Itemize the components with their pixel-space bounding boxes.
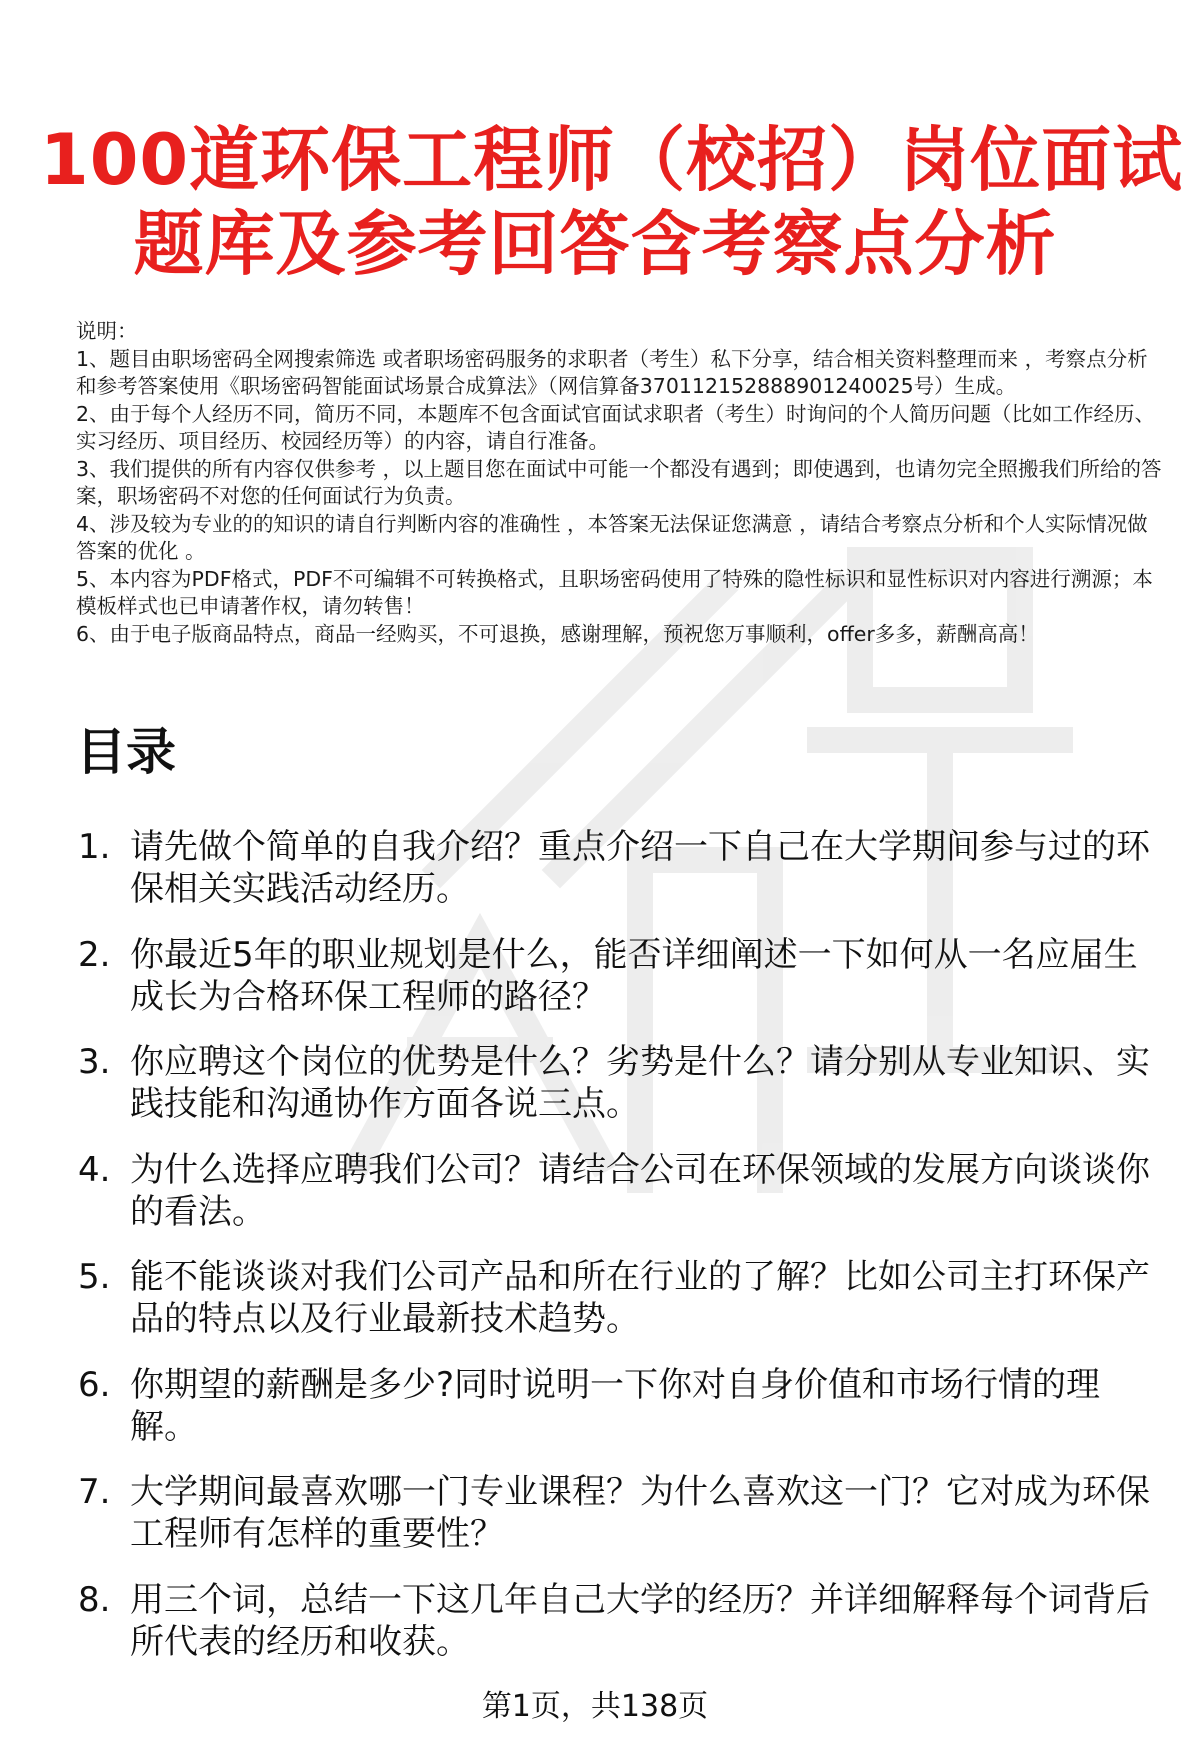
toc-item-number: 3. [78,1042,111,1082]
note-item: 1、题目由职场密码全网搜索筛选 或者职场密码服务的求职者（考生）私下分享，结合相关资料整理而来 ，考察点分析和参考答案使用《职场密码智能面试场景合成算法》（网信算备370112152888901240025号）生成。 [76,346,1148,398]
title-line-2: 题库及参考回答含考察点分析 [133,203,1057,285]
toc-item[interactable] [78,1041,1168,1125]
toc-list [78,826,1168,1686]
toc-item[interactable] [78,1149,1168,1233]
note-item: 2、由于每个人经历不同，简历不同，本题库不包含面试官面试求职者（考生）时询问的个人简历问题（比如工作经历、实习经历、项目经历、校园经历等）的内容，请自行准备。 [76,401,1156,453]
toc-item-number: 7. [78,1472,111,1512]
note-item: 4、涉及较为专业的的知识的请自行判断内容的准确性 ，本答案无法保证您满意 ，请结合考察点分析和个人实际情况做答案的优化 。 [76,511,1148,563]
note-item: 5、本内容为PDF格式，PDF不可编辑不可转换格式，且职场密码使用了特殊的隐性标识和显性标识对内容进行溯源；本模板样式也已申请著作权，请勿转售！ [76,566,1153,618]
toc-item-text: 大学期间最喜欢哪一门专业课程？为什么喜欢这一门？它对成为环保工程师有怎样的重要性？ [130,1472,1150,1554]
toc-item-number: 2. [78,934,111,975]
toc-item[interactable] [78,1579,1168,1663]
toc-item-text: 你最近5年的职业规划是什么，能否详细阐述一下如何从一名应届生成长为合格环保工程师的路径？ [130,934,1138,1017]
toc-item-text: 你期望的薪酬是多少?同时说明一下你对自身价值和市场行情的理解。 [130,1364,1101,1447]
toc-item-number: 8. [78,1579,111,1620]
toc-item-number: 4. [78,1149,111,1190]
toc-item-text: 能不能谈谈对我们公司产品和所在行业的了解？比如公司主打环保产品的特点以及行业最新技术趋势。 [130,1257,1150,1339]
notes-heading: 说明： [76,319,138,343]
notes-section [76,318,1166,648]
toc-item-text: 为什么选择应聘我们公司？请结合公司在环保领域的发展方向谈谈你的看法。 [130,1149,1150,1232]
toc-item[interactable] [78,934,1168,1018]
page-number: 第1页，共138页 [481,1689,709,1724]
toc-item-text: 请先做个简单的自我介绍？重点介绍一下自己在大学期间参与过的环保相关实践活动经历。 [130,827,1150,909]
title-line-1: 100道环保工程师（校招）岗位面试 [40,119,1184,201]
note-item: 3、我们提供的所有内容仅供参考 ，以上题目您在面试中可能一个都没有遇到；即使遇到，也请勿完全照搬我们所给的答案，职场密码不对您的任何面试行为负责。 [76,456,1162,508]
note-item: 6、由于电子版商品特点，商品一经购买，不可退换，感谢理解，预祝您万事顺利，offer多多，薪酬高高！ [76,621,1039,646]
toc-item-number: 6. [78,1364,111,1405]
toc-item[interactable] [78,1256,1168,1340]
toc-item[interactable] [78,826,1168,910]
toc-item[interactable] [78,1364,1168,1448]
toc-item-number: 5. [78,1257,111,1297]
toc-item-text: 你应聘这个岗位的优势是什么？劣势是什么？请分别从专业知识、实践技能和沟通协作方面各说三点。 [130,1042,1150,1124]
toc-item-text: 用三个词，总结一下这几年自己大学的经历？并详细解释每个词背后所代表的经历和收获。 [130,1579,1150,1662]
toc-item[interactable] [78,1471,1168,1555]
document-title [40,118,1184,286]
toc-item-number: 1. [78,827,111,867]
toc-heading: 目录 [76,723,176,781]
